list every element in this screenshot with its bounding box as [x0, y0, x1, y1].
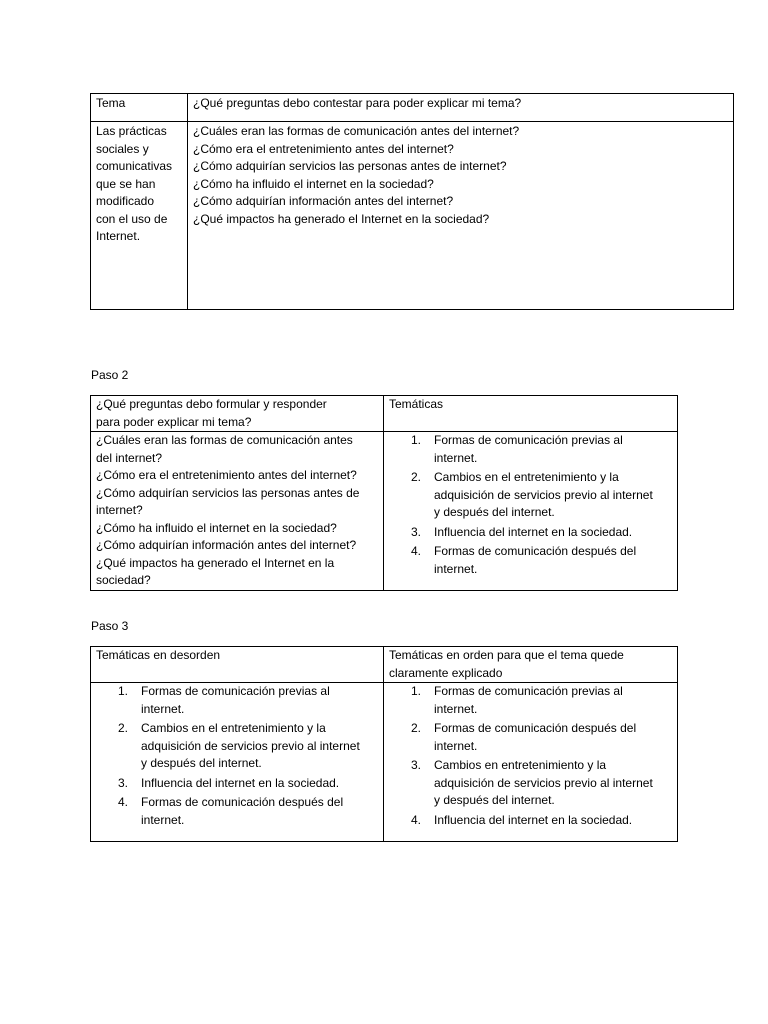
- tematicas-list: [389, 432, 672, 578]
- step-3-table: [90, 646, 678, 842]
- list-line: Cambios en entretenimiento y la: [434, 758, 607, 772]
- desorden-list: [96, 683, 378, 829]
- list-line: internet.: [434, 738, 478, 753]
- list-number: 3.: [411, 758, 422, 772]
- header-cell-tematicas: [384, 396, 678, 432]
- list-line: Formas de comunicación después del: [141, 795, 344, 809]
- list-line: Formas de comunicación previas al: [141, 684, 330, 698]
- header-preguntas: ¿Qué preguntas debo contestar para poder explicar mi tema?: [193, 96, 522, 110]
- list-number: 2.: [118, 721, 129, 735]
- question-item: ¿Cómo adquirían información antes del internet?: [193, 194, 454, 208]
- topic-line: modificado: [96, 194, 155, 208]
- question-line: ¿Cuáles eran las formas de comunicación antes: [96, 433, 353, 447]
- header-desorden: Temáticas en desorden: [96, 648, 221, 662]
- list-line: internet.: [141, 701, 185, 716]
- table-row: [91, 683, 678, 842]
- list-item: [389, 812, 672, 830]
- orden-cell: [384, 683, 678, 842]
- questions-cell: [188, 122, 734, 310]
- list-item: [96, 683, 378, 718]
- list-number: 1.: [118, 684, 129, 698]
- table-header-row: [91, 396, 678, 432]
- list-line: y después del internet.: [434, 793, 555, 807]
- list-line: adquisición de servicios previo al internet: [434, 775, 653, 790]
- header-line: ¿Qué preguntas debo formular y responder: [96, 397, 327, 411]
- table-header-row: [91, 94, 734, 122]
- list-line: Formas de comunicación después del: [434, 721, 637, 735]
- list-line: Formas de comunicación previas al: [434, 684, 623, 698]
- desorden-cell: [91, 683, 384, 842]
- list-item: [389, 469, 672, 522]
- list-line: Cambios en el entretenimiento y la: [141, 721, 326, 735]
- list-item: [389, 524, 672, 542]
- question-line: ¿Cómo adquirían información antes del internet?: [96, 538, 357, 552]
- questions-list: [96, 432, 378, 590]
- list-item: [389, 757, 672, 810]
- topic-line: Internet.: [96, 229, 141, 243]
- questions-cell: [91, 432, 384, 591]
- list-line: internet.: [141, 812, 185, 827]
- header-line: claramente explicado: [389, 665, 503, 680]
- table-header-row: [91, 647, 678, 683]
- list-item: [389, 543, 672, 578]
- list-number: 4.: [411, 812, 422, 827]
- tematicas-cell: [384, 432, 678, 591]
- list-line: Influencia del internet en la sociedad.: [434, 524, 633, 539]
- header-cell-preguntas: [188, 94, 734, 122]
- topic-line: sociales y: [96, 141, 149, 156]
- question-line: ¿Qué impactos ha generado el Internet en la: [96, 555, 335, 570]
- question-line: ¿Cómo ha influido el internet en la sociedad?: [96, 520, 337, 535]
- topic-line: con el uso de: [96, 211, 168, 226]
- list-item: [389, 720, 672, 755]
- list-number: 1.: [411, 433, 422, 447]
- list-number: 1.: [411, 684, 422, 698]
- list-line: Influencia del internet en la sociedad.: [434, 812, 633, 827]
- list-number: 2.: [411, 721, 422, 735]
- question-item: ¿Cómo ha influido el internet en la sociedad?: [193, 176, 434, 191]
- list-item: [389, 432, 672, 467]
- table-row: [91, 432, 678, 591]
- question-line: sociedad?: [96, 573, 151, 587]
- step-2-table: [90, 395, 678, 591]
- list-line: adquisición de servicios previo al internet: [434, 487, 653, 502]
- topic-line: comunicativas: [96, 159, 173, 173]
- question-item: ¿Cuáles eran las formas de comunicación antes del internet?: [193, 124, 520, 138]
- list-number: 2.: [411, 470, 422, 484]
- header-cell-tema: [91, 94, 188, 122]
- question-item: ¿Qué impactos ha generado el Internet en la sociedad?: [193, 211, 490, 226]
- step-2-heading: Paso 2: [91, 368, 129, 382]
- header-tematicas: Temáticas: [389, 397, 444, 411]
- step-3-heading: Paso 3: [91, 619, 129, 633]
- orden-list: [389, 683, 672, 829]
- list-line: internet.: [434, 561, 478, 576]
- question-item: ¿Cómo era el entretenimiento antes del internet?: [193, 141, 454, 156]
- list-line: internet.: [434, 450, 478, 465]
- list-item: [96, 794, 378, 829]
- header-preguntas: [96, 396, 378, 431]
- list-number: 4.: [118, 795, 129, 809]
- list-line: internet.: [434, 701, 478, 716]
- list-line: Formas de comunicación después del: [434, 544, 637, 558]
- list-item: [389, 683, 672, 718]
- list-line: y después del internet.: [434, 505, 555, 519]
- table-row: [91, 122, 734, 310]
- list-line: adquisición de servicios previo al internet: [141, 738, 360, 753]
- header-cell-preguntas: [91, 396, 384, 432]
- list-item: [96, 775, 378, 793]
- question-line: ¿Cómo era el entretenimiento antes del internet?: [96, 468, 357, 482]
- topic-line: Las prácticas: [96, 124, 167, 138]
- list-line: Influencia del internet en la sociedad.: [141, 775, 340, 790]
- topic-cell: [91, 122, 188, 310]
- list-number: 3.: [411, 524, 422, 539]
- header-line: para poder explicar mi tema?: [96, 414, 252, 429]
- list-number: 4.: [411, 544, 422, 558]
- list-item: [96, 720, 378, 773]
- question-line: internet?: [96, 503, 143, 517]
- header-cell-orden: [384, 647, 678, 683]
- list-line: Formas de comunicación previas al: [434, 433, 623, 447]
- header-tema: Tema: [96, 96, 126, 110]
- question-line: ¿Cómo adquirían servicios las personas antes de: [96, 485, 360, 500]
- question-item: ¿Cómo adquirían servicios las personas antes de internet?: [193, 159, 507, 173]
- topic-line: que se han: [96, 176, 156, 191]
- questions-list: [193, 123, 728, 228]
- topic-questions-table: [90, 93, 734, 310]
- list-number: 3.: [118, 775, 129, 790]
- topic-text: [96, 123, 182, 246]
- question-line: del internet?: [96, 450, 163, 465]
- header-orden: [389, 647, 672, 682]
- list-line: Cambios en el entretenimiento y la: [434, 470, 619, 484]
- header-line: Temáticas en orden para que el tema quede: [389, 648, 624, 662]
- header-cell-desorden: [91, 647, 384, 683]
- list-line: y después del internet.: [141, 756, 262, 770]
